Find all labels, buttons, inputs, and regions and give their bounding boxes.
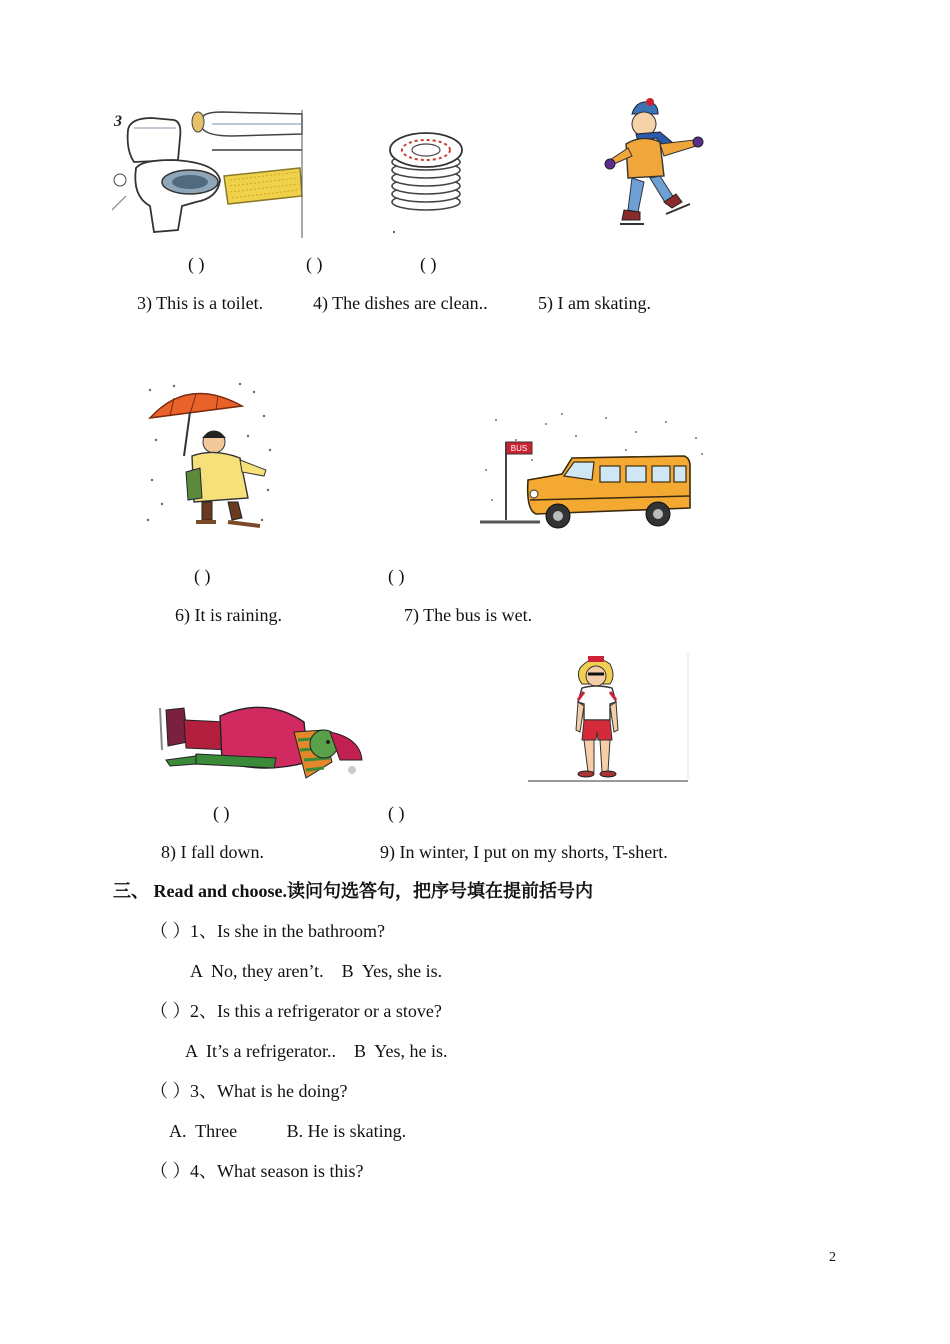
toilet-picture [112, 110, 304, 238]
sentence-6: 6) It is raining. [175, 605, 282, 625]
answer-paren-4[interactable]: ( ) [306, 254, 323, 274]
toilet-picture-number: 3 [114, 113, 122, 130]
sentence-8: 8) I fall down. [161, 842, 264, 862]
sentence-3: 3) This is a toilet. [137, 293, 264, 313]
answer-paren-8[interactable]: ( ) [213, 803, 230, 823]
sentence-9: 9) In winter, I put on my shorts, T-shert. [380, 842, 668, 862]
answer-paren-5[interactable]: ( ) [420, 254, 437, 274]
section-3-title: 三、 Read and choose.读问句选答句，把序号填在提前括号内 [113, 881, 594, 901]
question-2-options: A It’s a refrigerator.. B Yes, he is. [185, 1041, 448, 1061]
question-3-paren[interactable]: （ ） [150, 1081, 191, 1101]
question-3-options: A. Three B. He is skating. [169, 1121, 407, 1141]
answer-paren-3[interactable]: ( ) [188, 254, 205, 274]
question-1-options: A No, they aren’t. B Yes, she is. [190, 961, 443, 981]
sentence-5: 5) I am skating. [538, 293, 651, 313]
answer-paren-9[interactable]: ( ) [388, 803, 405, 823]
shorts-girl-picture [526, 654, 690, 784]
question-1-text: 1、Is she in the bathroom? [190, 921, 385, 941]
answer-paren-7[interactable]: ( ) [388, 566, 405, 586]
page-number: 2 [829, 1250, 836, 1265]
question-3-text: 3、What is he doing? [190, 1081, 348, 1101]
bus-picture [476, 410, 708, 540]
question-2-paren[interactable]: （ ） [150, 1001, 191, 1021]
question-4-paren[interactable]: （ ） [150, 1161, 191, 1181]
sentence-4: 4) The dishes are clean.. [313, 293, 488, 313]
raining-boy-picture [144, 380, 276, 540]
skating-boy-picture [602, 98, 706, 234]
bus-stop-sign-text: BUS [510, 444, 528, 453]
question-4-text: 4、What season is this? [190, 1161, 364, 1181]
fall-down-picture [156, 700, 368, 790]
question-2-text: 2、Is this a refrigerator or a stove? [190, 1001, 442, 1021]
dishes-picture [388, 128, 466, 234]
answer-paren-6[interactable]: ( ) [194, 566, 211, 586]
question-1-paren[interactable]: （ ） [150, 921, 191, 941]
sentence-7: 7) The bus is wet. [404, 605, 533, 625]
